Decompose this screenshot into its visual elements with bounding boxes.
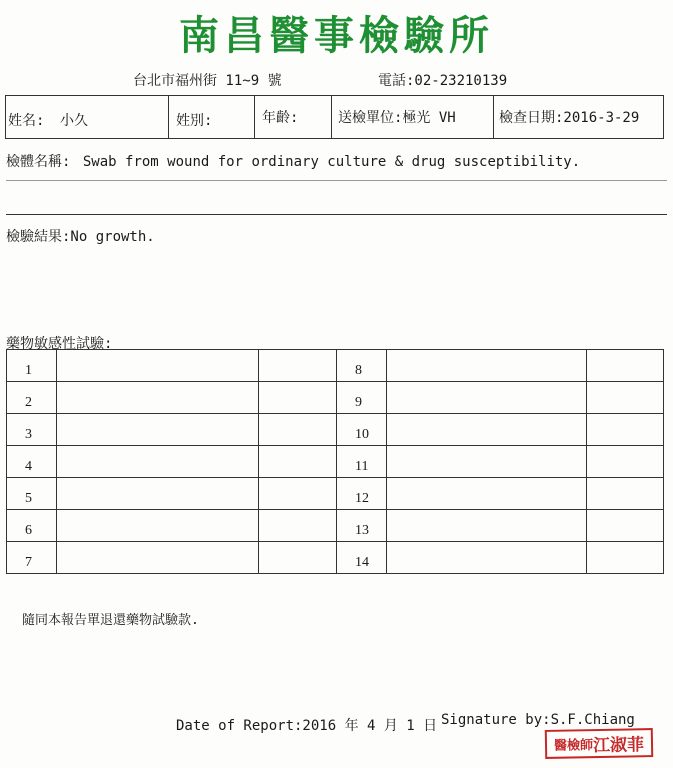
drug-cell [56,510,258,542]
result-cell [587,478,664,510]
sending-unit: 送檢單位:極光 VH [338,110,456,126]
sensitivity-row [7,542,337,574]
lab-address: 台北市福州街 11~9 號 [133,73,282,89]
sensitivity-row [7,446,337,478]
result-cell [587,542,664,574]
result-cell [259,446,337,478]
sensitivity-title: 藥物敏感性試驗: [6,336,113,352]
sensitivity-row-number: 3 [7,414,57,446]
sensitivity-row-number: 13 [337,510,387,542]
sensitivity-row [7,478,337,510]
sensitivity-row [337,350,664,382]
gender-label: 姓別: [176,113,213,129]
result-cell [587,414,664,446]
drug-cell [386,542,586,574]
sensitivity-row [337,542,664,574]
drug-cell [56,350,258,382]
sensitivity-row [7,414,337,446]
sensitivity-row [337,382,664,414]
drug-cell [56,414,258,446]
sensitivity-row-number: 5 [7,478,57,510]
sensitivity-row-number: 7 [7,542,57,574]
drug-cell [386,478,586,510]
result-cell [259,350,337,382]
sensitivity-row-number: 11 [337,446,387,478]
sensitivity-row [337,446,664,478]
sensitivity-row [7,510,337,542]
sensitivity-row [7,382,337,414]
specimen-value: Swab from wound for ordinary culture & drug susceptibility. [82,154,581,170]
sensitivity-row-number: 4 [7,446,57,478]
sensitivity-row-number: 8 [337,350,387,382]
age-label: 年齡: [262,110,299,126]
drug-cell [386,446,586,478]
sensitivity-row-number: 6 [7,510,57,542]
drug-cell [386,414,586,446]
patient-name: 小久 [60,113,88,129]
date-of-report: Date of Report:2016 年 4 月 1 日 [176,718,438,734]
return-note: 隨同本報告單退還藥物試驗款. [22,613,199,628]
sensitivity-row [337,478,664,510]
specimen-label: 檢體名稱: [6,154,71,170]
lab-phone: 電話:02-23210139 [378,73,508,89]
seal-title: 醫檢師 [553,738,594,754]
lab-name-title: 南昌醫事檢驗所 [179,12,494,59]
specimen-line [6,151,580,171]
sensitivity-row-number: 12 [337,478,387,510]
sensitivity-row-number: 1 [7,350,57,382]
drug-cell [386,510,586,542]
sensitivity-row [337,414,664,446]
result-cell [259,414,337,446]
result-cell [587,510,664,542]
name-label: 姓名: [8,113,45,129]
test-result: 檢驗結果:No growth. [6,229,155,245]
result-cell [259,542,337,574]
exam-date: 檢查日期:2016-3-29 [499,110,640,126]
sensitivity-row [7,350,337,382]
result-cell [587,350,664,382]
sensitivity-row [337,510,664,542]
drug-cell [386,382,586,414]
result-cell [259,510,337,542]
result-cell [259,382,337,414]
technician-seal [545,728,653,759]
drug-cell [56,382,258,414]
sensitivity-row-number: 10 [337,414,387,446]
result-cell [259,478,337,510]
result-cell [587,446,664,478]
sensitivity-row-number: 9 [337,382,387,414]
sensitivity-row-number: 14 [337,542,387,574]
result-cell [587,382,664,414]
sensitivity-table-left [6,349,337,574]
drug-cell [56,542,258,574]
drug-cell [56,478,258,510]
sensitivity-table-right [336,349,664,574]
drug-cell [386,350,586,382]
sensitivity-row-number: 2 [7,382,57,414]
seal-name: 江淑菲 [592,735,645,757]
drug-cell [56,446,258,478]
signature: Signature by:S.F.Chiang [441,712,635,728]
